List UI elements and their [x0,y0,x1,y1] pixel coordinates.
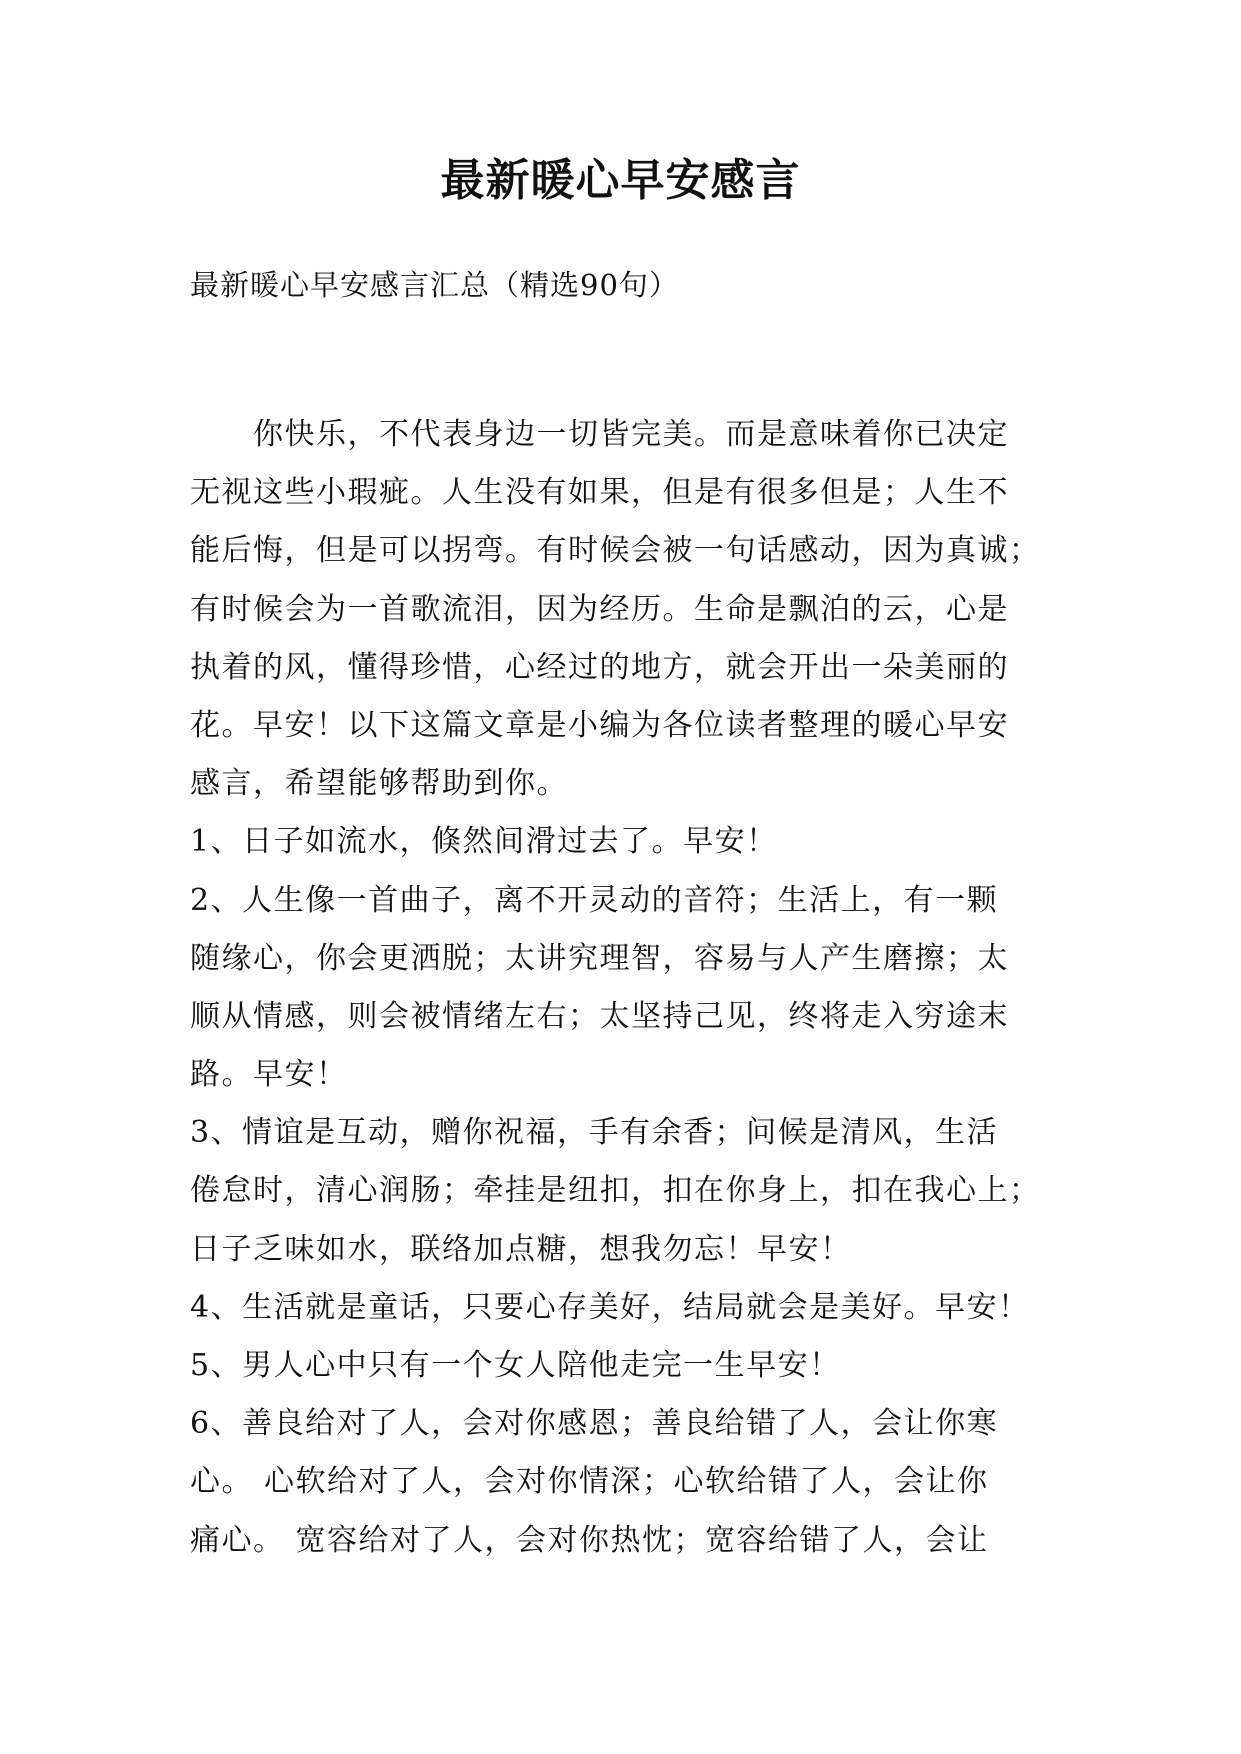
list-item-3: 3、情谊是互动，赠你祝福，手有余香；问候是清风，生活 [190,1115,999,1151]
list-item-2-continued: 顺从情感，则会被情绪左右；太坚持己见，终将走入穷途末 [190,998,1009,1034]
list-item-1: 1、日子如流水，倏然间滑过去了。早安！ [190,824,778,860]
body-line: 无视这些小瑕疵。人生没有如果，但是有很多但是；人生不 [190,475,1009,511]
list-item-3-continued: 倦怠时，清心润肠；牵挂是纽扣，扣在你身上，扣在我心上； [190,1173,1041,1209]
body-line: 有时候会为一首歌流泪，因为经历。生命是飘泊的云，心是 [190,591,1009,627]
body-line: 能后悔，但是可以拐弯。有时候会被一句话感动，因为真诚； [190,533,1041,569]
list-item-2-continued: 路。早安！ [190,1057,348,1093]
list-item-6: 6、善良给对了人，会对你感恩；善良给错了人，会让你寒 [190,1406,999,1442]
list-item-6-continued: 痛心。 宽容给对了人，会对你热忱；宽容给错了人，会让 [190,1522,989,1558]
list-item-5: 5、男人心中只有一个女人陪他走完一生早安！ [190,1348,841,1383]
document-title: 最新暖心早安感言 [440,155,801,206]
list-item-2: 2、人生像一首曲子，离不开灵动的音符；生活上，有一颗 [190,882,999,918]
body-line: 花。早安！以下这篇文章是小编为各位读者整理的暖心早安 [190,707,1009,743]
list-item-3-continued: 日子乏味如水，联络加点糖，想我勿忘！早安！ [190,1231,852,1267]
body-line: 你快乐，不代表身边一切皆完美。而是意味着你已决定 [190,417,1009,452]
list-item-4: 4、生活就是童话，只要心存美好，结局就会是美好。早安！ [190,1289,1030,1325]
document-subtitle: 最新暖心早安感言汇总（精选90句） [190,268,679,302]
list-item-2-continued: 随缘心，你会更洒脱；太讲究理智，容易与人产生磨擦；太 [190,940,1009,976]
body-line: 感言，希望能够帮助到你。 [190,766,568,802]
list-item-6-continued: 心。 心软给对了人，会对你情深；心软给错了人，会让你 [190,1464,989,1500]
body-line: 执着的风，懂得珍惜，心经过的地方，就会开出一朵美丽的 [190,649,1009,685]
document-body [190,406,1066,1570]
